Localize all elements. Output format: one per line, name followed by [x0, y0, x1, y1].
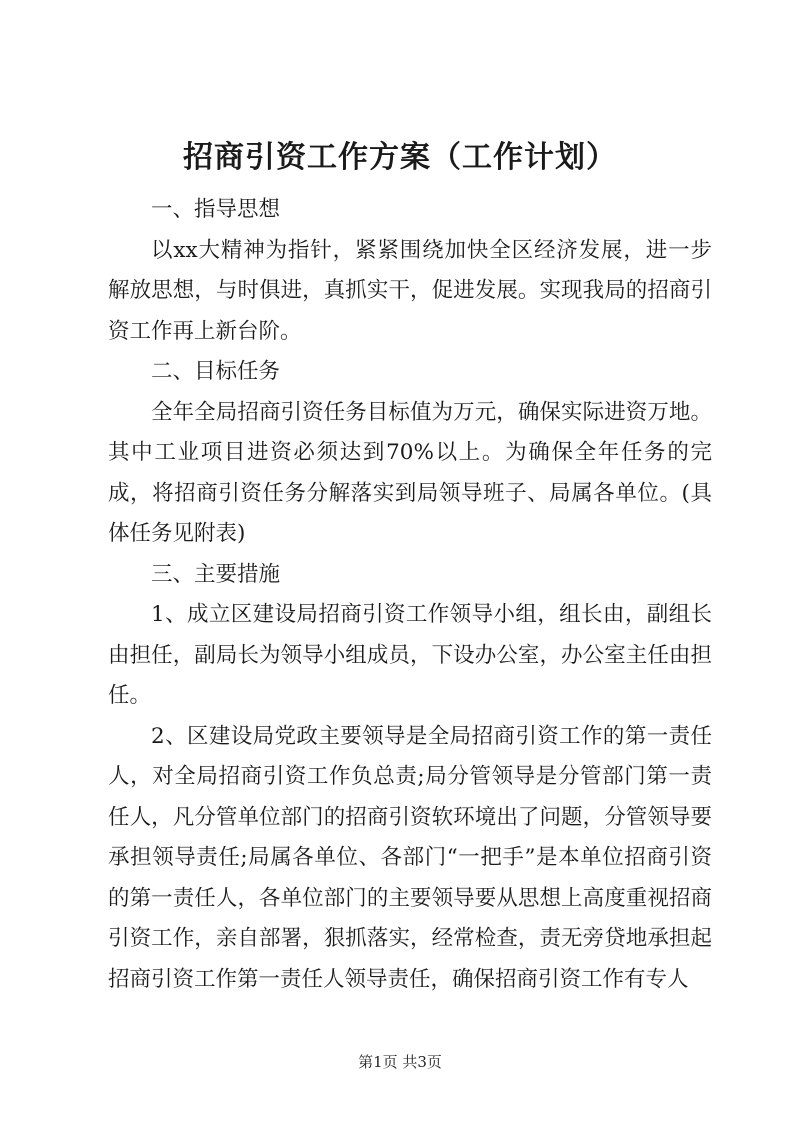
section-heading: 三、主要措施 [151, 561, 281, 587]
document-body [108, 190, 712, 1000]
page-number: 第1页 共3页 [358, 1053, 442, 1071]
document-title: 招商引资工作方案（工作计划） [183, 140, 617, 175]
section-paragraph: 2、区建设局党政主要领导是全局招商引资工作的第一责任人，对全局招商引资工作负总责;局分管领导是分管部门第一责任人，凡分管单位部门的招商引资软环境出了问题，分管领导要承担领导责任;局属各单位、各部门“一把手”是本单位招商引资的第一责任人，各单位部门的主要领导要从思想上高度重视招商引资工作，亲自部署，狠抓落实，经常检查，责无旁贷地承担起招商引资工作第一责任人领导责任，确保招商引资工作有专人 [108, 723, 712, 992]
section-heading: 一、指导思想 [151, 197, 281, 222]
section-paragraph: 全年全局招商引资任务目标值为万元，确保实际进资万地。其中工业项目进资必须达到70%以上。为确保全年任务的完成，将招商引资任务分解落实到局领导班子、局属各单位。(具体任务见附表) [108, 399, 712, 546]
section-paragraph: 1、成立区建设局招商引资工作领导小组，组长由，副组长由担任，副局长为领导小组成员，下设办公室，办公室主任由担任。 [108, 602, 712, 708]
section-heading: 二、目标任务 [151, 359, 281, 384]
section-paragraph: 以xx大精神为指针，紧紧围绕加快全区经济发展，进一步解放思想，与时俱进，真抓实干，促进发展。实现我局的招商引资工作再上新台阶。 [108, 237, 712, 344]
